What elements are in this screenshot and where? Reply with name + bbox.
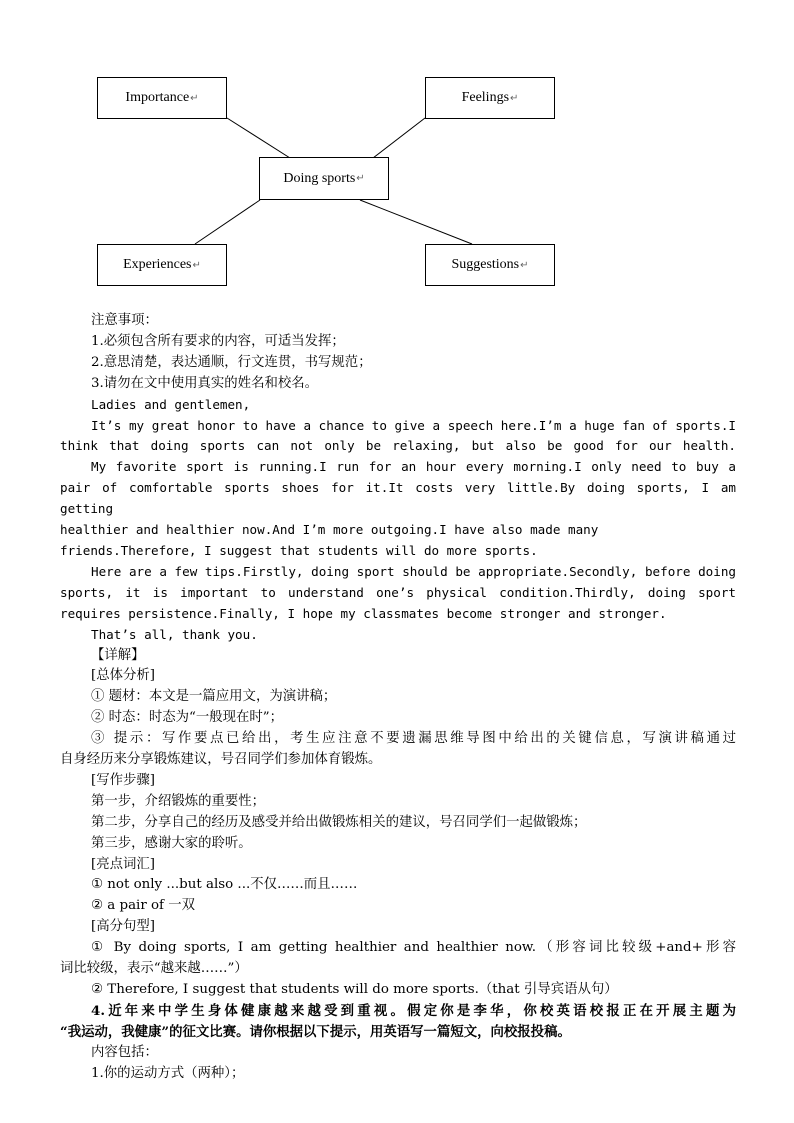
sentence-item: ① By doing sports, I am getting healthier and healthier now.（形容词比较级+and+形容 <box>91 940 736 956</box>
sentence-item: ② Therefore, I suggest that students will do more sports.（that 引导宾语从句） <box>91 982 618 997</box>
connector-feelings <box>373 118 425 158</box>
notes-title: 注意事项： <box>91 313 158 328</box>
sentence-item: 词比较级，表示“越来越……”） <box>60 961 248 977</box>
notes-item: 1.必须包含所有要求的内容，可适当发挥； <box>91 333 345 349</box>
box-importance-label: Importance <box>125 90 190 105</box>
return-mark: ↵ <box>520 259 529 271</box>
steps-item: 第二步，分享自己的经历及感受并给出做锻炼相关的建议，号召同学们一起做锻炼； <box>91 814 587 830</box>
essay-line: It’s my great honor to have a chance to give a speech here.I’m a huge fan of sports.I <box>91 417 736 433</box>
connector-experiences <box>195 200 260 244</box>
essay-line: sports, it is important to understand one’s physical condition.Thirdly, doing sport <box>60 584 736 600</box>
mind-map <box>0 0 794 300</box>
notes-item: 2.意思清楚，表达通顺，行文连贯，书写规范； <box>91 354 372 370</box>
essay-greeting: Ladies and gentlemen, <box>91 396 251 412</box>
box-feelings-label: Feelings <box>461 90 510 105</box>
box-center-label: Doing sports <box>283 170 356 186</box>
connector-suggestions <box>360 200 472 244</box>
essay-line: healthier and healthier now.And I’m more outgoing.I have also made many <box>60 522 599 538</box>
essay-line: friends.Therefore, I suggest that students will do more sports. <box>60 542 538 558</box>
question-4-prompt: “我运动，我健康”的征文比赛。请你根据以下提示，用英语写一篇短文，向校报投稿。 <box>60 1023 571 1040</box>
overall-item: ② 时态：时态为“一般现在时”； <box>91 710 284 726</box>
steps-heading: [写作步骤] <box>91 772 156 788</box>
overall-item: ① 题材：本文是一篇应用文，为演讲稿； <box>91 689 337 705</box>
vocab-heading: [亮点词汇] <box>91 856 156 872</box>
box-importance <box>97 77 227 119</box>
vocab-item: ① not only ...but also ...不仅……而且…… <box>91 877 358 893</box>
box-suggestions-label: Suggestions <box>451 257 520 272</box>
sentences-heading: [高分句型] <box>91 919 156 935</box>
overall-tip: ③ 提示：写作要点已给出，考生应注意不要遗漏思维导图中给出的关键信息，写演讲稿通过 <box>91 731 736 747</box>
return-mark: ↵ <box>190 92 199 104</box>
return-mark: ↵ <box>356 173 365 184</box>
notes-item: 3.请勿在文中使用真实的姓名和校名。 <box>91 375 319 391</box>
essay-line: think that doing sports can not only be relaxing, but also be good for our health. <box>60 438 736 454</box>
essay-closing: That’s all, thank you. <box>91 626 258 642</box>
overall-tip: 自身经历来分享锻炼建议，号召同学们参加体育锻炼。 <box>60 752 382 768</box>
return-mark: ↵ <box>510 92 519 104</box>
box-center <box>259 157 389 200</box>
steps-item: 第一步，介绍锻炼的重要性； <box>91 793 266 809</box>
essay-line: requires persistence.Finally, I hope my classmates become stronger and stronger. <box>60 605 667 621</box>
question-4-prompt: 4.近年来中学生身体健康越来越受到重视。假定你是李华，你校英语校报正在开展主题为 <box>91 1002 736 1019</box>
vocab-item: ② a pair of 一双 <box>91 898 196 914</box>
box-experiences-label: Experiences <box>123 257 192 272</box>
connector-importance <box>227 118 290 158</box>
box-suggestions <box>425 244 555 286</box>
essay-line: My favorite sport is running.I run for an hour every morning.I only need to buy a <box>91 459 736 475</box>
question-4-item: 1.你的运动方式（两种）； <box>91 1065 245 1081</box>
document-body <box>60 311 736 1085</box>
essay-line: pair of comfortable sports shoes for it.It costs very little.By doing sports, I am getting <box>60 480 736 517</box>
box-feelings <box>425 77 555 119</box>
analysis-heading: 【详解】 <box>91 647 145 663</box>
return-mark: ↵ <box>192 259 201 271</box>
question-4-contents-label: 内容包括： <box>91 1044 158 1060</box>
essay-line: Here are a few tips.Firstly, doing sport should be appropriate.Secondly, before doing <box>91 563 736 579</box>
steps-item: 第三步，感谢大家的聆听。 <box>91 835 252 851</box>
overall-heading: [总体分析] <box>91 668 156 684</box>
box-experiences <box>97 244 227 286</box>
